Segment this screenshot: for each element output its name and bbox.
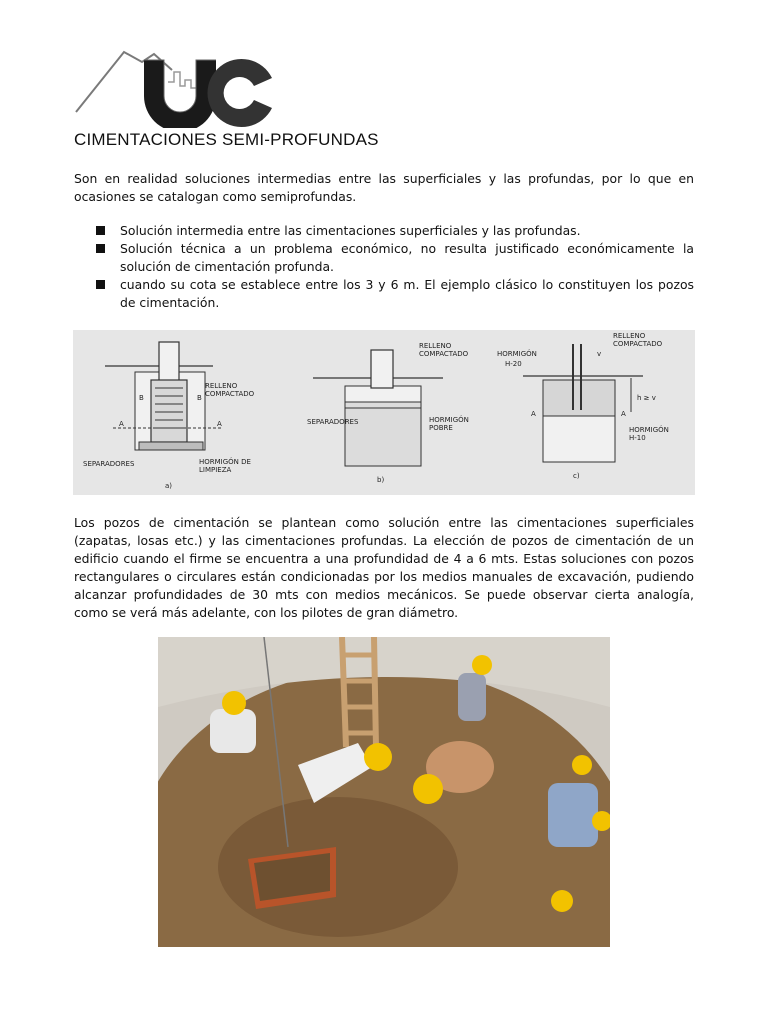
- bullet-list: [96, 222, 694, 312]
- logo-letter-u: [144, 60, 216, 128]
- caption-c: c): [573, 472, 580, 480]
- list-item-text: Solución intermedia entre las cimentaciones superficiales y las profundas.: [120, 223, 581, 238]
- label-relleno-c-1: RELLENO: [613, 332, 646, 340]
- square-bullet-icon: [96, 244, 105, 253]
- caption-a: a): [165, 482, 173, 490]
- square-bullet-icon: [96, 226, 105, 235]
- label-hormigon-b-2: POBRE: [429, 424, 453, 432]
- label-b-left: B: [139, 394, 144, 402]
- label-a-right-c: A: [621, 410, 626, 418]
- label-hormigon-c-bot-1: HORMIGÓN: [629, 426, 669, 434]
- list-item: [96, 276, 694, 312]
- label-relleno-c-2: COMPACTADO: [613, 340, 663, 348]
- company-logo: [72, 42, 282, 128]
- list-item-text: cuando su cota se establece entre los 3 y 6 m. El ejemplo clásico lo constituyen los pozos de cimentación.: [120, 277, 694, 310]
- list-item: [96, 240, 694, 276]
- label-relleno-b-2: COMPACTADO: [419, 350, 469, 358]
- label-hormigon-c-top-1: HORMIGÓN: [497, 350, 537, 358]
- page-title: CIMENTACIONES SEMI-PROFUNDAS: [74, 130, 379, 149]
- logo-city-skyline: [168, 72, 199, 88]
- label-hormigon-c-top-2: H-20: [505, 360, 522, 368]
- logo-letter-c: [207, 59, 272, 127]
- label-a-left-c: A: [531, 410, 536, 418]
- caption-b: b): [377, 476, 385, 484]
- label-relleno-a-2: COMPACTADO: [205, 390, 255, 398]
- label-hormigon-a-2: LIMPIEZA: [199, 466, 232, 474]
- square-bullet-icon: [96, 280, 105, 289]
- intro-paragraph: Son en realidad soluciones intermedias entre las superficiales y las profundas, por lo que en ocasiones se catalogan como semiprofundas.: [74, 171, 694, 204]
- excavation-photo: [158, 637, 610, 947]
- label-b-right: B: [197, 394, 202, 402]
- foundation-diagram: [73, 330, 695, 495]
- label-relleno-b-1: RELLENO: [419, 342, 452, 350]
- list-item: [96, 222, 694, 240]
- label-a-right-a: A: [217, 420, 222, 428]
- label-v: v: [597, 350, 602, 358]
- label-separadores-b: SEPARADORES: [307, 418, 359, 426]
- body-paragraph: Los pozos de cimentación se plantean como solución entre las cimentaciones superficiales (zapatas, losas etc.) y las cimentaciones profundas. La elección de pozos de cimentación de un edificio cuando el firme se encuentra a una profundidad de 4 a 6 mts. Estas soluciones con pozos rectangulares o circulares están condicionadas por los medios manuales de excavación, pudiendo alcanzar profundidades de 30 mts con medios mecánicos. Se puede observar cierta analogía, como se verá más adelante, con los pilotes de gran diámetro.: [74, 515, 694, 620]
- list-item-text: Solución técnica a un problema económico, no resulta justificado económicamente la solución de cimentación profunda.: [120, 241, 694, 274]
- label-hormigon-c-bot-2: H-10: [629, 434, 646, 442]
- label-relleno-a-1: RELLENO: [205, 382, 238, 390]
- label-hormigon-b-1: HORMIGÓN: [429, 416, 469, 424]
- label-a-left-a: A: [119, 420, 124, 428]
- label-hormigon-a-1: HORMIGÓN DE: [199, 458, 251, 466]
- label-separadores-a: SEPARADORES: [83, 460, 135, 468]
- label-h-ge-v: h ≥ v: [637, 394, 656, 402]
